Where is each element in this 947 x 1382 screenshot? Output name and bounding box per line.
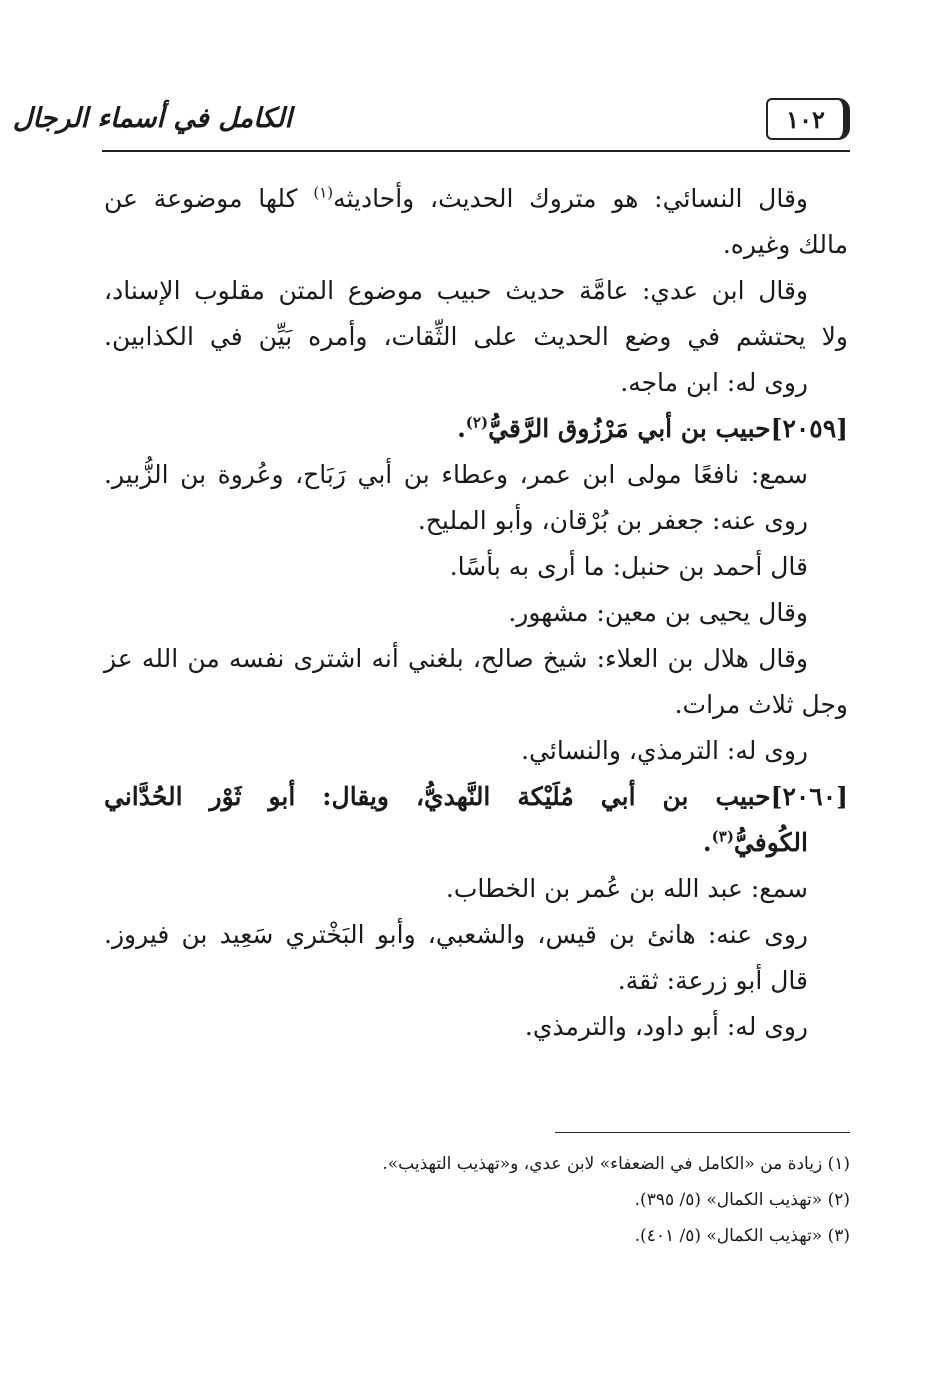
text-line bbox=[104, 728, 848, 774]
line-text: سمع: نافعًا مولى ابن عمر، وعطاء بن أبي رَبَاح، وعُروة بن الزُّبير. bbox=[104, 460, 808, 489]
text-line bbox=[104, 590, 848, 636]
line-text: وقال هلال بن العلاء: شيخ صالح، بلغني أنه اشترى نفسه من الله عز bbox=[104, 644, 808, 673]
text-line bbox=[104, 314, 848, 360]
entry-number: [٢٠٥٩] bbox=[770, 414, 848, 443]
page-number-badge bbox=[766, 98, 850, 140]
line-text: وجل ثلاث مرات. bbox=[674, 690, 848, 719]
page-number: ١٠٢ bbox=[786, 104, 825, 134]
line-text: حبيب بن أبي مَرْزُوق الرَّقيُّ bbox=[488, 414, 771, 443]
line-text: قال أبو زرعة: ثقة. bbox=[617, 966, 808, 995]
text-line bbox=[104, 544, 848, 590]
line-text: روى له: الترمذي، والنسائي. bbox=[521, 736, 808, 765]
text-line bbox=[104, 222, 848, 268]
text-line bbox=[104, 268, 848, 314]
text-line bbox=[104, 636, 848, 682]
book-title: الكامل في أسماء الرجال bbox=[12, 103, 292, 134]
footnote-reference[interactable]: (١) bbox=[313, 183, 334, 202]
text-line bbox=[104, 820, 848, 866]
line-text-continued: . bbox=[702, 828, 712, 857]
line-text: الكُوفيُّ bbox=[733, 828, 808, 857]
text-line bbox=[104, 866, 848, 912]
footnote-item: (٢) «تهذيب الكمال» (٥/ ٣٩٥). bbox=[634, 1190, 850, 1210]
text-line bbox=[104, 406, 848, 452]
line-text: روى عنه: هانئ بن قيس، والشعبي، وأبو البَخْتري سَعِيد بن فيروز. bbox=[104, 920, 808, 949]
line-text: قال أحمد بن حنبل: ما أرى به بأسًا. bbox=[449, 552, 808, 581]
footnote-divider bbox=[555, 1132, 850, 1133]
footnote-item: (٣) «تهذيب الكمال» (٥/ ٤٠١). bbox=[634, 1226, 850, 1246]
text-line bbox=[104, 774, 848, 820]
line-text: مالك وغيره. bbox=[722, 230, 848, 259]
line-text: ولا يحتشم في وضع الحديث على الثِّقات، وأمره بَيِّن في الكذابين. bbox=[104, 322, 848, 351]
line-text: روى عنه: جعفر بن بُرْقان، وأبو المليح. bbox=[417, 506, 808, 535]
line-text: روى له: ابن ماجه. bbox=[620, 368, 808, 397]
entry-number: [٢٠٦٠] bbox=[770, 782, 848, 811]
line-text: وقال ابن عدي: عامَّة حديث حبيب موضوع المتن مقلوب الإسناد، bbox=[104, 276, 808, 305]
line-text: وقال النسائي: هو متروك الحديث، وأحاديثه bbox=[333, 184, 808, 213]
line-text: روى له: أبو داود، والترمذي. bbox=[524, 1012, 808, 1041]
text-line bbox=[104, 958, 848, 1004]
footnote-reference[interactable]: (٣) bbox=[711, 827, 734, 846]
footnotes bbox=[104, 1146, 850, 1254]
line-text: حبيب بن أبي مُلَيْكة النَّهديُّ، ويقال: أبو ثَوْر الحُدَّاني bbox=[104, 782, 771, 811]
text-line bbox=[104, 912, 848, 958]
line-text: سمع: عبد الله بن عُمر بن الخطاب. bbox=[445, 874, 808, 903]
line-text: وقال يحيى بن معين: مشهور. bbox=[508, 598, 808, 627]
line-text-continued: . bbox=[457, 414, 466, 443]
text-line bbox=[104, 360, 848, 406]
header-divider bbox=[102, 150, 850, 152]
text-line bbox=[104, 176, 848, 222]
text-line bbox=[104, 452, 848, 498]
main-text bbox=[104, 176, 848, 1050]
footnote-item: (١) زيادة من «الكامل في الضعفاء» لابن عدي، و«تهذيب التهذيب». bbox=[382, 1154, 850, 1174]
text-line bbox=[104, 682, 848, 728]
text-line bbox=[104, 498, 848, 544]
line-text-continued: كلها موضوعة عن bbox=[104, 184, 314, 213]
page-header bbox=[12, 92, 850, 152]
text-line bbox=[104, 1004, 848, 1050]
footnote-reference[interactable]: (٢) bbox=[465, 413, 489, 432]
